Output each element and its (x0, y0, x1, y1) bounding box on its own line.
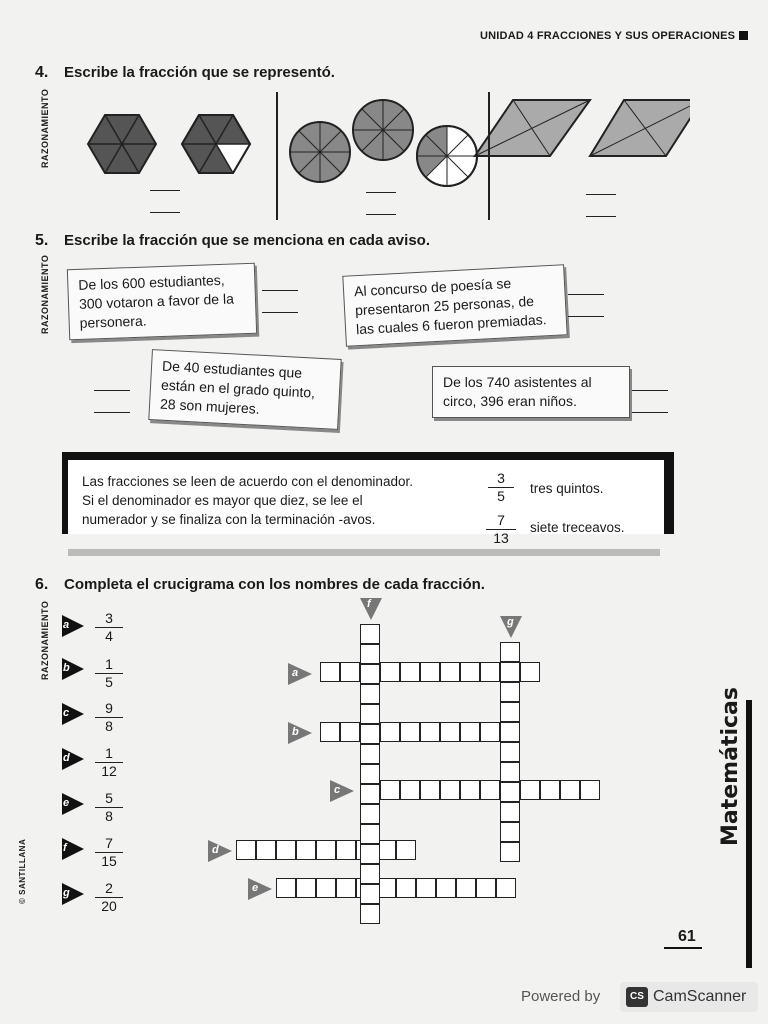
crossword-cell-g[interactable] (500, 822, 520, 842)
info-ex2-reading: siete treceavos. (530, 520, 625, 535)
camscanner-logo-icon: CS (626, 987, 648, 1007)
crossword-cell-a[interactable] (320, 662, 340, 682)
notice-card-3: De 40 estudiantes que están en el grado quinto, 28 son mujeres. (148, 349, 341, 430)
q4-blank-den-3[interactable] (586, 216, 616, 217)
crossword-label-f: f (360, 598, 382, 620)
crossword-cell-g[interactable] (500, 802, 520, 822)
crossword-cell-c[interactable] (440, 780, 460, 800)
crossword-cell-b[interactable] (340, 722, 360, 742)
crossword-cell-a[interactable] (420, 662, 440, 682)
crossword-cell-b[interactable] (380, 722, 400, 742)
q4-blank-num-2[interactable] (366, 192, 396, 193)
q4-divider-2 (488, 92, 490, 220)
crossword-cell-c[interactable] (380, 780, 400, 800)
crossword-cell-c[interactable] (560, 780, 580, 800)
item-a-marker-icon: a (62, 615, 84, 637)
info-ex1-reading: tres quintos. (530, 481, 604, 496)
q5-blank-num-2[interactable] (568, 294, 604, 295)
q4-blank-den-1[interactable] (150, 212, 180, 213)
q5-number: 5. (35, 232, 49, 249)
crossword-label-e: e (248, 878, 272, 900)
crossword-cell-c[interactable] (480, 780, 500, 800)
crossword-cell-d[interactable] (276, 840, 296, 860)
q6-side-label: RAZONAMIENTO (40, 600, 50, 680)
notice-card-2: Al concurso de poesía se presentaron 25 personas, de las cuales 6 fueron premiadas. (342, 264, 567, 347)
crossword-label-a: a (288, 663, 312, 685)
q5-blank-den-3[interactable] (94, 412, 130, 413)
q5-blank-num-3[interactable] (94, 390, 130, 391)
q5-blank-num-4[interactable] (632, 390, 668, 391)
q4-blank-num-3[interactable] (586, 194, 616, 195)
crossword-cell-a[interactable] (460, 662, 480, 682)
q4-number: 4. (35, 64, 49, 81)
crossword-cell-c[interactable] (400, 780, 420, 800)
item-a-fraction: $\frac{3}{4}$ (95, 610, 123, 645)
crossword-cell-f[interactable] (360, 704, 380, 724)
item-c-fraction: $\frac{9}{8}$ (95, 700, 123, 735)
unit-title: FRACCIONES Y SUS OPERACIONES (536, 30, 736, 42)
item-b-marker-icon: b (62, 658, 84, 680)
crossword-cell-a[interactable] (380, 662, 400, 682)
crossword-cell-f[interactable] (360, 744, 380, 764)
crossword-cell-b[interactable] (460, 722, 480, 742)
crossword-cell-g[interactable] (500, 642, 520, 662)
item-b-fraction: $\frac{1}{5}$ (95, 656, 123, 691)
item-g-marker-icon: g (62, 883, 84, 905)
crossword-cell-b[interactable] (440, 722, 460, 742)
q4-figures (80, 92, 690, 192)
q4-blank-den-2[interactable] (366, 214, 396, 215)
hexagon-partial-icon (182, 115, 250, 173)
unit-label: UNIDAD 4 (480, 30, 534, 42)
q5-blank-num-1[interactable] (262, 290, 298, 291)
crossword-cell-b[interactable] (320, 722, 340, 742)
crossword-cell-b[interactable] (400, 722, 420, 742)
crossword-cell-f[interactable] (360, 784, 380, 804)
powered-by-text: Powered by (521, 988, 601, 1005)
crossword-cell-e[interactable] (416, 878, 436, 898)
subject-tab-bar (746, 700, 752, 968)
crossword-cell-g[interactable] (500, 682, 520, 702)
info-ex1-numerator: 3 (488, 470, 514, 488)
crossword-cell-f[interactable] (360, 884, 380, 904)
crossword-cell-c[interactable] (420, 780, 440, 800)
item-g-fraction: $\frac{2}{20}$ (95, 880, 123, 915)
crossword-cell-a[interactable] (520, 662, 540, 682)
item-f-fraction: $\frac{7}{15}$ (95, 835, 123, 870)
subject-tab: Matemáticas (718, 687, 743, 846)
crossword-cell-e[interactable] (336, 878, 356, 898)
q5-blank-den-1[interactable] (262, 312, 298, 313)
item-d-fraction: $\frac{1}{12}$ (95, 745, 123, 780)
item-e-fraction: $\frac{5}{8}$ (95, 790, 123, 825)
crossword-cell-d[interactable] (396, 840, 416, 860)
crossword-cell-a[interactable] (480, 662, 500, 682)
q4-divider-1 (276, 92, 278, 220)
info-ex2-denominator: 13 (493, 530, 509, 546)
crossword-cell-e[interactable] (396, 878, 416, 898)
crossword-cell-b[interactable] (480, 722, 500, 742)
crossword-label-g: g (500, 616, 522, 638)
crossword-cell-d[interactable] (316, 840, 336, 860)
circle-full-2-icon (353, 100, 413, 160)
crossword-cell-f[interactable] (360, 624, 380, 644)
page-number: 61 (678, 928, 696, 945)
page-number-underline (664, 947, 702, 949)
crossword-cell-e[interactable] (496, 878, 516, 898)
crossword-cell-f[interactable] (360, 664, 380, 684)
crossword-label-b: b (288, 722, 312, 744)
crossword-cell-f[interactable] (360, 684, 380, 704)
q4-blank-num-1[interactable] (150, 190, 180, 191)
crossword-cell-c[interactable] (540, 780, 560, 800)
rhombus-1-icon (475, 100, 590, 156)
info-example-fraction-1 (488, 470, 514, 505)
rhombus-2-icon (590, 100, 690, 156)
info-shadow-bar (68, 549, 660, 556)
info-example-fraction-2 (486, 512, 516, 547)
q6-text: Completa el crucigrama con los nombres de cada fracción. (64, 576, 485, 593)
circle-partial-icon (417, 126, 477, 186)
info-text-2: Si el denominador es mayor que diez, se lee el (82, 493, 363, 508)
crossword-cell-a[interactable] (440, 662, 460, 682)
crossword-cell-c[interactable] (580, 780, 600, 800)
crossword-cell-e[interactable] (296, 878, 316, 898)
item-d-marker-icon: d (62, 748, 84, 770)
crossword-cell-c[interactable] (520, 780, 540, 800)
crossword-cell-a[interactable] (340, 662, 360, 682)
q5-blank-den-4[interactable] (632, 412, 668, 413)
notice-card-4: De los 740 asistentes al circo, 396 eran niños. (432, 366, 630, 418)
camscanner-brand: CamScanner (653, 988, 747, 1005)
crossword-cell-b[interactable] (420, 722, 440, 742)
notice-card-1: De los 600 estudiantes, 300 votaron a favor de la personera. (67, 263, 257, 341)
crossword-cell-c[interactable] (460, 780, 480, 800)
crossword-cell-e[interactable] (476, 878, 496, 898)
crossword-cell-f[interactable] (360, 864, 380, 884)
crossword-cell-b[interactable] (500, 722, 520, 742)
q5-side-label: RAZONAMIENTO (40, 254, 50, 334)
crossword-cell-a[interactable] (500, 662, 520, 682)
crossword-cell-f[interactable] (360, 904, 380, 924)
info-box (62, 452, 674, 546)
item-f-marker-icon: f (62, 838, 84, 860)
crossword-cell-d[interactable] (336, 840, 356, 860)
page-header (480, 30, 748, 42)
info-text-1: Las fracciones se leen de acuerdo con el denominador. (82, 474, 413, 489)
q5-blank-den-2[interactable] (568, 316, 604, 317)
crossword-label-c: c (330, 780, 354, 802)
crossword-cell-f[interactable] (360, 824, 380, 844)
copyright-label: © SANTILLANA (18, 838, 27, 904)
crossword-cell-a[interactable] (400, 662, 420, 682)
crossword-cell-f[interactable] (360, 644, 380, 664)
crossword-cell-g[interactable] (500, 762, 520, 782)
circle-full-1-icon (290, 122, 350, 182)
info-ex1-denominator: 5 (497, 488, 505, 504)
crossword-cell-g[interactable] (500, 742, 520, 762)
crossword-cell-g[interactable] (500, 702, 520, 722)
crossword-cell-e[interactable] (436, 878, 456, 898)
q5-text: Escribe la fracción que se menciona en cada aviso. (64, 232, 430, 249)
q4-text: Escribe la fracción que se representó. (64, 64, 335, 81)
crossword-cell-f[interactable] (360, 764, 380, 784)
item-c-marker-icon: c (62, 703, 84, 725)
crossword-cell-d[interactable] (296, 840, 316, 860)
crossword-cell-d[interactable] (256, 840, 276, 860)
hexagon-full-icon (88, 115, 156, 173)
info-text-3: numerador y se finaliza con la terminación -avos. (82, 512, 376, 527)
q6-number: 6. (35, 576, 49, 593)
crossword-cell-d[interactable] (236, 840, 256, 860)
item-e-marker-icon: e (62, 793, 84, 815)
crossword-cell-e[interactable] (316, 878, 336, 898)
crossword-cell-g[interactable] (500, 842, 520, 862)
crossword-cell-e[interactable] (276, 878, 296, 898)
header-square-icon (739, 31, 748, 40)
crossword-label-d: d (208, 840, 232, 862)
crossword-cell-f[interactable] (360, 724, 380, 744)
crossword-cell-f[interactable] (360, 844, 380, 864)
info-ex2-numerator: 7 (486, 512, 516, 530)
q4-side-label: RAZONAMIENTO (40, 88, 50, 168)
crossword-cell-f[interactable] (360, 804, 380, 824)
crossword-cell-e[interactable] (456, 878, 476, 898)
crossword-cell-g[interactable] (500, 782, 520, 802)
